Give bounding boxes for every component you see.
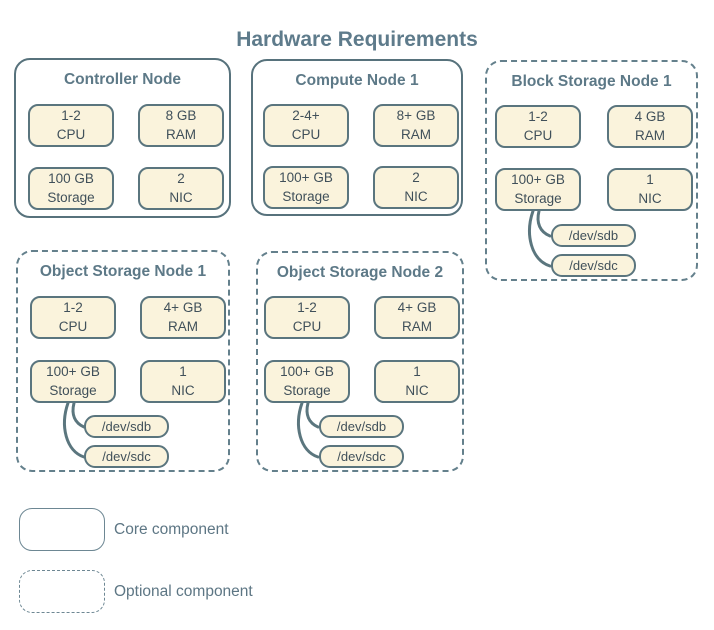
component-value: 1-2 <box>528 108 548 124</box>
node-object-storage-1 <box>16 250 230 472</box>
component-ram <box>607 105 693 148</box>
device-label: /dev/sdb <box>336 419 387 434</box>
component-label: Storage <box>47 189 95 205</box>
component-label: RAM <box>166 126 196 142</box>
component-value: 100+ GB <box>280 363 334 379</box>
component-label: RAM <box>402 318 432 334</box>
legend-core <box>19 508 229 551</box>
device-sdb <box>84 415 169 438</box>
component-storage <box>264 360 350 403</box>
component-value: 4 GB <box>634 108 666 124</box>
component-cpu <box>28 104 114 147</box>
component-value: 1-2 <box>63 299 83 315</box>
component-value: 1 <box>413 363 421 379</box>
component-label: NIC <box>169 189 193 205</box>
component-storage <box>28 167 114 210</box>
component-label: CPU <box>56 126 86 142</box>
device-sdc <box>84 445 169 468</box>
component-cpu <box>495 105 581 148</box>
component-value: 8+ GB <box>396 107 436 123</box>
component-value: 1-2 <box>297 299 317 315</box>
component-label: NIC <box>405 382 429 398</box>
legend-core-label: Core component <box>114 520 229 538</box>
component-nic <box>607 168 693 211</box>
component-label: Storage <box>514 190 562 206</box>
component-value: 100+ GB <box>279 169 333 185</box>
component-nic <box>374 360 460 403</box>
component-label: Storage <box>49 382 97 398</box>
device-sdb <box>319 415 404 438</box>
legend-core-swatch <box>19 508 105 551</box>
node-object-storage-2 <box>256 251 464 472</box>
component-value: 4+ GB <box>163 299 203 315</box>
node-title-object-storage-1: Object Storage Node 1 <box>39 263 207 280</box>
component-value: 1-2 <box>61 107 81 123</box>
device-sdb <box>551 224 636 247</box>
component-ram <box>374 296 460 339</box>
device-sdc <box>551 254 636 277</box>
node-title-controller: Controller Node <box>63 71 182 88</box>
device-label: /dev/sdb <box>101 419 152 434</box>
legend-optional-label: Optional component <box>114 582 253 600</box>
component-label: RAM <box>635 127 665 143</box>
component-value: 100+ GB <box>511 171 565 187</box>
component-value: 100+ GB <box>46 363 100 379</box>
component-ram <box>140 296 226 339</box>
component-value: 2-4+ <box>292 107 320 123</box>
component-value: 4+ GB <box>397 299 437 315</box>
node-controller <box>14 58 231 218</box>
component-label: NIC <box>638 190 662 206</box>
component-cpu <box>264 296 350 339</box>
component-label: CPU <box>292 318 322 334</box>
component-value: 100 GB <box>48 170 94 186</box>
component-label: CPU <box>58 318 88 334</box>
component-label: RAM <box>168 318 198 334</box>
component-label: Storage <box>282 188 330 204</box>
component-cpu <box>30 296 116 339</box>
device-label: /dev/sdc <box>337 449 386 464</box>
node-title-compute-1: Compute Node 1 <box>295 72 419 89</box>
legend-optional <box>19 570 253 613</box>
component-nic <box>140 360 226 403</box>
component-value: 1 <box>179 363 187 379</box>
device-label: /dev/sdc <box>569 258 618 273</box>
component-nic <box>138 167 224 210</box>
component-label: CPU <box>291 126 321 142</box>
device-label: /dev/sdc <box>102 449 151 464</box>
node-compute-1 <box>251 59 463 216</box>
node-title-object-storage-2: Object Storage Node 2 <box>276 264 444 281</box>
component-storage <box>30 360 116 403</box>
legend-optional-swatch <box>19 570 105 613</box>
component-label: RAM <box>401 126 431 142</box>
component-cpu <box>263 104 349 147</box>
node-block-storage-1 <box>485 60 698 281</box>
component-storage <box>495 168 581 211</box>
component-ram <box>138 104 224 147</box>
component-label: CPU <box>523 127 553 143</box>
component-label: NIC <box>404 188 428 204</box>
component-nic <box>373 166 459 209</box>
component-label: NIC <box>171 382 195 398</box>
device-label: /dev/sdb <box>568 228 619 243</box>
page-title: Hardware Requirements <box>236 28 478 51</box>
component-storage <box>263 166 349 209</box>
component-value: 8 GB <box>165 107 197 123</box>
component-label: Storage <box>283 382 331 398</box>
component-value: 2 <box>412 169 420 185</box>
component-value: 1 <box>646 171 654 187</box>
component-value: 2 <box>177 170 185 186</box>
device-sdc <box>319 445 404 468</box>
component-ram <box>373 104 459 147</box>
node-title-block-storage-1: Block Storage Node 1 <box>511 73 672 90</box>
